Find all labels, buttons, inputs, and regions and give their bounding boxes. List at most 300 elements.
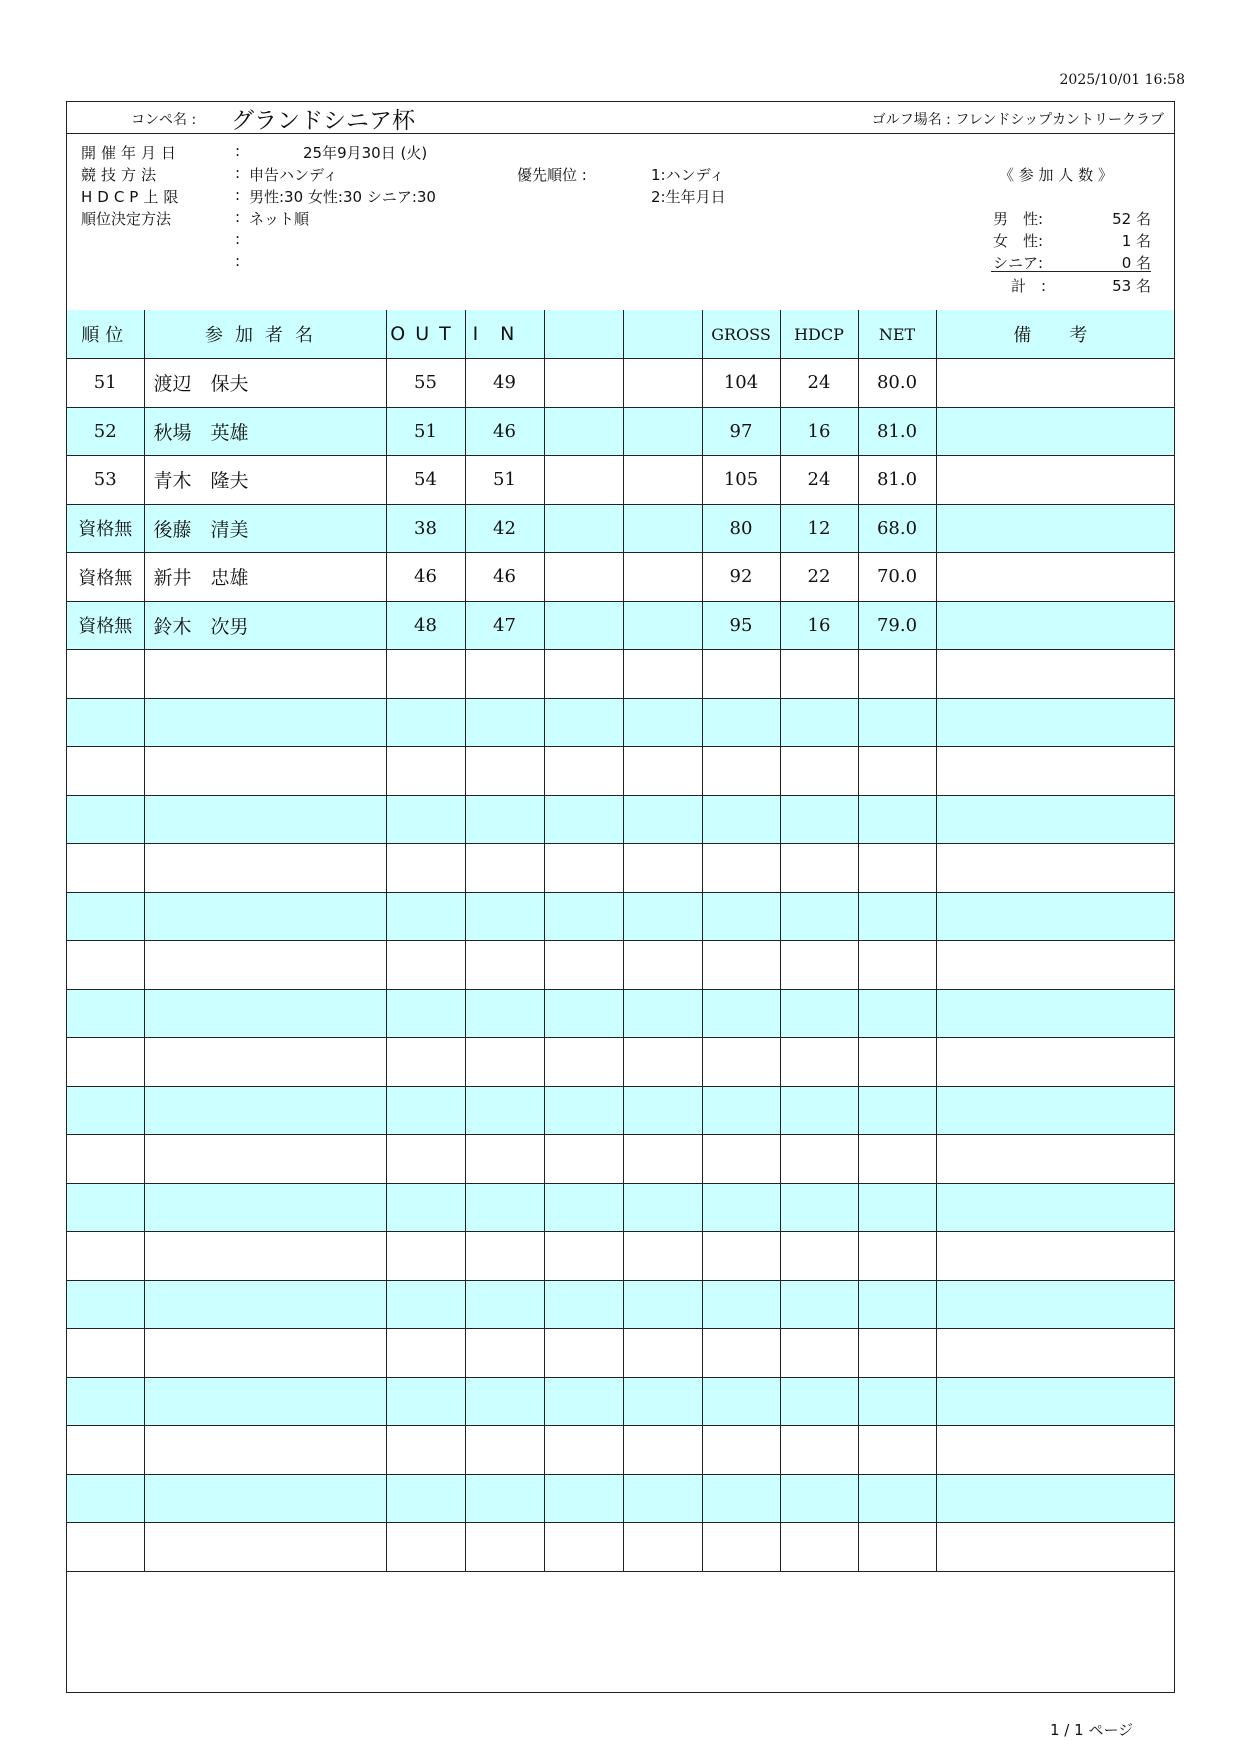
- empty-cell: [386, 795, 465, 844]
- competition-info: [67, 134, 1174, 311]
- blank-cell: [544, 456, 623, 505]
- player-name: 渡辺 保夫: [144, 359, 386, 408]
- empty-cell: [780, 1038, 858, 1087]
- empty-cell: [465, 1183, 544, 1232]
- count-underline: [991, 271, 1151, 272]
- empty-cell: [780, 941, 858, 990]
- empty-cell: [144, 1377, 386, 1426]
- golf-course-label: ゴルフ場名 :: [871, 112, 951, 128]
- empty-cell: [144, 650, 386, 699]
- empty-cell: [386, 941, 465, 990]
- empty-cell: [623, 1523, 702, 1572]
- empty-cell: [858, 941, 936, 990]
- empty-cell: [702, 1183, 780, 1232]
- hdcp-value: 16: [780, 407, 858, 456]
- empty-cell: [386, 844, 465, 893]
- empty-cell: [702, 747, 780, 796]
- out-score: 55: [386, 359, 465, 408]
- blank-cell: [544, 601, 623, 650]
- empty-cell: [702, 650, 780, 699]
- empty-cell: [858, 1523, 936, 1572]
- empty-cell: [936, 1135, 1174, 1184]
- total-count: 53 名: [1112, 277, 1151, 295]
- date-colon: :: [235, 142, 241, 160]
- competition-name: グランドシニア杯: [231, 108, 415, 134]
- empty-cell: [780, 1086, 858, 1135]
- net-score: 81.0: [858, 407, 936, 456]
- empty-cell: [858, 1377, 936, 1426]
- female-label: 女 性:: [993, 232, 1044, 250]
- blank-cell: [544, 359, 623, 408]
- note-cell: [936, 504, 1174, 553]
- empty-cell: [465, 650, 544, 699]
- empty-cell: [780, 747, 858, 796]
- empty-cell: [144, 1329, 386, 1378]
- empty-cell: [465, 1426, 544, 1475]
- empty-cell: [623, 1329, 702, 1378]
- empty-cell: [858, 1135, 936, 1184]
- empty-cell: [702, 795, 780, 844]
- senior-label: シニア:: [993, 254, 1044, 272]
- empty-row: [67, 892, 1174, 941]
- empty-cell: [780, 795, 858, 844]
- rank-cell: 52: [67, 407, 144, 456]
- empty-cell: [702, 1280, 780, 1329]
- empty-cell: [144, 989, 386, 1038]
- empty-cell: [936, 1523, 1174, 1572]
- blank-cell: [544, 504, 623, 553]
- empty-cell: [465, 1474, 544, 1523]
- gross-score: 95: [702, 601, 780, 650]
- net-score: 68.0: [858, 504, 936, 553]
- empty-cell: [780, 1280, 858, 1329]
- empty-cell: [780, 1474, 858, 1523]
- empty-cell: [465, 1377, 544, 1426]
- rank-cell: 53: [67, 456, 144, 505]
- empty-cell: [67, 1377, 144, 1426]
- empty-cell: [780, 650, 858, 699]
- empty-cell: [465, 989, 544, 1038]
- competition-label: コンペ名 :: [131, 112, 197, 128]
- empty-cell: [465, 892, 544, 941]
- empty-cell: [67, 1232, 144, 1281]
- method-value: 申告ハンディ: [249, 166, 338, 184]
- empty-cell: [544, 650, 623, 699]
- empty-cell: [623, 1426, 702, 1475]
- rank-cell: 資格無: [67, 553, 144, 602]
- priority-label: 優先順位 :: [517, 166, 587, 184]
- empty-row: [67, 989, 1174, 1038]
- empty-cell: [702, 698, 780, 747]
- header-net: NET: [858, 310, 936, 359]
- empty-cell: [780, 1377, 858, 1426]
- header-hdcp: HDCP: [780, 310, 858, 359]
- empty-cell: [386, 989, 465, 1038]
- empty-row: [67, 1280, 1174, 1329]
- empty-cell: [465, 1135, 544, 1184]
- empty-row: [67, 1474, 1174, 1523]
- note-cell: [936, 601, 1174, 650]
- female-count: 1 名: [1121, 232, 1151, 250]
- in-score: 46: [465, 407, 544, 456]
- empty-cell: [936, 1377, 1174, 1426]
- scorecard-frame: [66, 101, 1175, 1693]
- date-value: 25年9月30日 (火): [303, 144, 428, 162]
- empty-cell: [144, 1086, 386, 1135]
- net-score: 80.0: [858, 359, 936, 408]
- extra-colon-1: :: [235, 230, 241, 248]
- empty-cell: [623, 941, 702, 990]
- empty-cell: [544, 1038, 623, 1087]
- empty-cell: [936, 1038, 1174, 1087]
- empty-cell: [936, 1280, 1174, 1329]
- method-label: 競技方法: [81, 166, 162, 184]
- gross-score: 92: [702, 553, 780, 602]
- empty-cell: [858, 795, 936, 844]
- empty-cell: [858, 1232, 936, 1281]
- blank-cell: [544, 407, 623, 456]
- hdcp-value: 12: [780, 504, 858, 553]
- empty-cell: [623, 1280, 702, 1329]
- empty-cell: [858, 1038, 936, 1087]
- empty-cell: [144, 844, 386, 893]
- empty-cell: [544, 892, 623, 941]
- table-header-row: [67, 310, 1174, 359]
- results-table: [67, 310, 1174, 1572]
- empty-cell: [623, 1377, 702, 1426]
- table-row: [67, 601, 1174, 650]
- golf-course: [872, 109, 1164, 129]
- empty-cell: [780, 844, 858, 893]
- empty-cell: [780, 698, 858, 747]
- empty-cell: [67, 1280, 144, 1329]
- empty-cell: [67, 1135, 144, 1184]
- empty-cell: [144, 1426, 386, 1475]
- empty-cell: [544, 1329, 623, 1378]
- empty-cell: [386, 747, 465, 796]
- empty-cell: [936, 1474, 1174, 1523]
- empty-cell: [623, 1183, 702, 1232]
- empty-cell: [858, 1329, 936, 1378]
- empty-cell: [858, 1280, 936, 1329]
- empty-cell: [67, 747, 144, 796]
- empty-cell: [386, 1474, 465, 1523]
- empty-cell: [67, 892, 144, 941]
- empty-cell: [858, 989, 936, 1038]
- priority-1: 1:ハンディ: [651, 166, 725, 184]
- net-score: 81.0: [858, 456, 936, 505]
- empty-cell: [386, 1135, 465, 1184]
- empty-cell: [702, 1086, 780, 1135]
- empty-cell: [465, 795, 544, 844]
- gross-score: 104: [702, 359, 780, 408]
- empty-cell: [780, 989, 858, 1038]
- empty-cell: [67, 795, 144, 844]
- empty-cell: [386, 650, 465, 699]
- empty-cell: [67, 1474, 144, 1523]
- empty-cell: [386, 1523, 465, 1572]
- empty-cell: [386, 1426, 465, 1475]
- empty-cell: [858, 698, 936, 747]
- empty-cell: [386, 1038, 465, 1087]
- gross-score: 80: [702, 504, 780, 553]
- empty-row: [67, 1523, 1174, 1572]
- note-cell: [936, 456, 1174, 505]
- empty-cell: [702, 1377, 780, 1426]
- player-name: 秋場 英雄: [144, 407, 386, 456]
- header-note: 備 考: [936, 310, 1174, 359]
- rank-cell: 資格無: [67, 504, 144, 553]
- empty-row: [67, 1038, 1174, 1087]
- empty-cell: [465, 941, 544, 990]
- header-blank-1: [544, 310, 623, 359]
- empty-cell: [67, 1329, 144, 1378]
- empty-cell: [386, 1086, 465, 1135]
- empty-cell: [465, 1232, 544, 1281]
- empty-cell: [780, 1329, 858, 1378]
- note-cell: [936, 553, 1174, 602]
- empty-cell: [544, 1523, 623, 1572]
- blank-cell: [623, 553, 702, 602]
- empty-cell: [936, 989, 1174, 1038]
- hdcp-limit-label: HDCP上限: [81, 188, 184, 206]
- empty-cell: [936, 1086, 1174, 1135]
- empty-cell: [465, 1329, 544, 1378]
- out-score: 38: [386, 504, 465, 553]
- empty-cell: [858, 747, 936, 796]
- empty-cell: [702, 892, 780, 941]
- empty-cell: [544, 1377, 623, 1426]
- empty-cell: [465, 698, 544, 747]
- out-score: 46: [386, 553, 465, 602]
- total-label: 計 :: [1011, 277, 1047, 295]
- empty-cell: [465, 1086, 544, 1135]
- empty-cell: [858, 844, 936, 893]
- empty-cell: [623, 1086, 702, 1135]
- empty-cell: [144, 1523, 386, 1572]
- hdcp-limit-value: 男性:30 女性:30 シニア:30: [249, 188, 436, 206]
- table-row: [67, 407, 1174, 456]
- empty-cell: [67, 1523, 144, 1572]
- rank-method-value: ネット順: [249, 210, 310, 228]
- empty-cell: [936, 1183, 1174, 1232]
- header-in: IN: [465, 310, 544, 359]
- empty-cell: [544, 1183, 623, 1232]
- empty-cell: [623, 795, 702, 844]
- empty-cell: [465, 747, 544, 796]
- empty-cell: [623, 892, 702, 941]
- empty-cell: [465, 1523, 544, 1572]
- method-colon: :: [235, 164, 241, 182]
- male-label: 男 性:: [993, 210, 1044, 228]
- empty-cell: [780, 1426, 858, 1475]
- hdcp-colon: :: [235, 186, 241, 204]
- note-cell: [936, 359, 1174, 408]
- empty-cell: [144, 892, 386, 941]
- empty-cell: [623, 698, 702, 747]
- header-rank: 順位: [67, 310, 144, 359]
- participants-title: 《 参 加 人 数 》: [999, 166, 1113, 184]
- empty-cell: [386, 1377, 465, 1426]
- empty-cell: [702, 1523, 780, 1572]
- senior-count: 0 名: [1121, 254, 1151, 272]
- player-name: 鈴木 次男: [144, 601, 386, 650]
- empty-row: [67, 1426, 1174, 1475]
- empty-cell: [544, 1086, 623, 1135]
- blank-cell: [623, 504, 702, 553]
- rank-method-label: 順位決定方法: [81, 210, 172, 228]
- table-row: [67, 553, 1174, 602]
- in-score: 49: [465, 359, 544, 408]
- empty-cell: [936, 1426, 1174, 1475]
- empty-cell: [544, 698, 623, 747]
- empty-cell: [144, 1280, 386, 1329]
- blank-cell: [623, 359, 702, 408]
- hdcp-value: 16: [780, 601, 858, 650]
- empty-cell: [144, 1232, 386, 1281]
- gross-score: 105: [702, 456, 780, 505]
- empty-cell: [623, 1474, 702, 1523]
- empty-row: [67, 698, 1174, 747]
- gross-score: 97: [702, 407, 780, 456]
- empty-cell: [386, 892, 465, 941]
- empty-cell: [67, 650, 144, 699]
- net-score: 79.0: [858, 601, 936, 650]
- empty-cell: [858, 892, 936, 941]
- empty-row: [67, 747, 1174, 796]
- rank-cell: 資格無: [67, 601, 144, 650]
- empty-row: [67, 1183, 1174, 1232]
- empty-cell: [386, 698, 465, 747]
- out-score: 48: [386, 601, 465, 650]
- header-out: OUT: [386, 310, 465, 359]
- empty-cell: [858, 1474, 936, 1523]
- empty-cell: [67, 844, 144, 893]
- empty-cell: [702, 1474, 780, 1523]
- table-row: [67, 359, 1174, 408]
- empty-cell: [780, 1232, 858, 1281]
- empty-cell: [780, 1523, 858, 1572]
- empty-cell: [936, 650, 1174, 699]
- empty-cell: [465, 1038, 544, 1087]
- header-name: 参加者名: [144, 310, 386, 359]
- hdcp-value: 24: [780, 359, 858, 408]
- hdcp-value: 24: [780, 456, 858, 505]
- empty-row: [67, 1135, 1174, 1184]
- net-score: 70.0: [858, 553, 936, 602]
- empty-cell: [780, 1183, 858, 1232]
- empty-cell: [702, 1426, 780, 1475]
- empty-cell: [623, 650, 702, 699]
- empty-cell: [702, 941, 780, 990]
- empty-row: [67, 844, 1174, 893]
- blank-cell: [623, 407, 702, 456]
- empty-cell: [67, 1426, 144, 1475]
- empty-cell: [67, 989, 144, 1038]
- note-cell: [936, 407, 1174, 456]
- empty-cell: [623, 844, 702, 893]
- empty-cell: [936, 698, 1174, 747]
- player-name: 後藤 清美: [144, 504, 386, 553]
- empty-cell: [702, 1135, 780, 1184]
- empty-cell: [623, 1232, 702, 1281]
- empty-cell: [780, 892, 858, 941]
- empty-cell: [67, 941, 144, 990]
- empty-cell: [144, 941, 386, 990]
- date-label: 開催年月日: [81, 144, 182, 162]
- empty-cell: [858, 1426, 936, 1475]
- empty-cell: [544, 941, 623, 990]
- in-score: 42: [465, 504, 544, 553]
- out-score: 51: [386, 407, 465, 456]
- empty-cell: [544, 844, 623, 893]
- blank-cell: [623, 601, 702, 650]
- empty-cell: [858, 1183, 936, 1232]
- header-gross: GROSS: [702, 310, 780, 359]
- header-blank-2: [623, 310, 702, 359]
- table-row: [67, 504, 1174, 553]
- empty-cell: [702, 1232, 780, 1281]
- male-count: 52 名: [1112, 210, 1151, 228]
- empty-cell: [623, 1038, 702, 1087]
- empty-cell: [936, 795, 1174, 844]
- table-row: [67, 456, 1174, 505]
- empty-cell: [144, 1183, 386, 1232]
- priority-2: 2:生年月日: [651, 188, 726, 206]
- empty-cell: [858, 1086, 936, 1135]
- empty-cell: [544, 1280, 623, 1329]
- empty-cell: [386, 1329, 465, 1378]
- empty-cell: [936, 892, 1174, 941]
- rank-cell: 51: [67, 359, 144, 408]
- golf-course-name: フレンドシップカントリークラブ: [955, 112, 1164, 128]
- empty-cell: [386, 1232, 465, 1281]
- empty-cell: [936, 941, 1174, 990]
- empty-cell: [144, 1135, 386, 1184]
- empty-cell: [623, 747, 702, 796]
- empty-cell: [544, 795, 623, 844]
- empty-cell: [67, 1183, 144, 1232]
- empty-cell: [144, 698, 386, 747]
- empty-row: [67, 795, 1174, 844]
- empty-cell: [386, 1280, 465, 1329]
- title-bar: [67, 102, 1174, 134]
- empty-cell: [623, 1135, 702, 1184]
- page-number: 1 / 1 ページ: [1050, 1721, 1134, 1739]
- player-name: 新井 忠雄: [144, 553, 386, 602]
- empty-cell: [702, 989, 780, 1038]
- empty-cell: [936, 1329, 1174, 1378]
- empty-cell: [144, 747, 386, 796]
- blank-cell: [544, 553, 623, 602]
- empty-cell: [386, 1183, 465, 1232]
- empty-cell: [544, 1426, 623, 1475]
- hdcp-value: 22: [780, 553, 858, 602]
- extra-colon-2: :: [235, 252, 241, 270]
- empty-cell: [144, 1038, 386, 1087]
- empty-cell: [936, 1232, 1174, 1281]
- empty-cell: [936, 844, 1174, 893]
- in-score: 51: [465, 456, 544, 505]
- out-score: 54: [386, 456, 465, 505]
- empty-row: [67, 650, 1174, 699]
- empty-cell: [544, 989, 623, 1038]
- empty-row: [67, 1377, 1174, 1426]
- empty-cell: [702, 1038, 780, 1087]
- empty-cell: [144, 1474, 386, 1523]
- empty-row: [67, 1086, 1174, 1135]
- print-timestamp: 2025/10/01 16:58: [1059, 72, 1185, 88]
